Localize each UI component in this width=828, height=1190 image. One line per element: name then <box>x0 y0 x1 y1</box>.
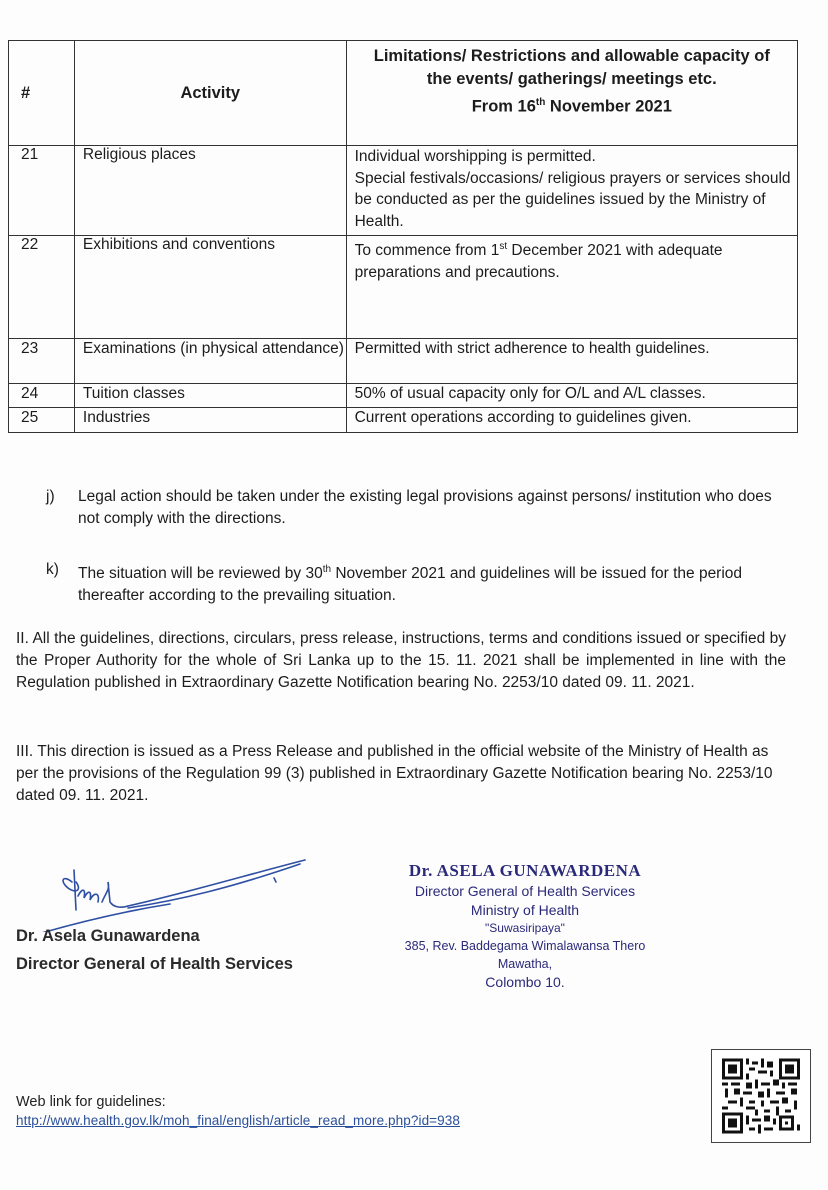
row-activity: Examinations (in physical attendance) <box>74 339 346 384</box>
signature-icon <box>10 852 310 932</box>
row-num: 23 <box>9 339 75 384</box>
row-num: 25 <box>9 408 75 433</box>
row-limitation-pre: To commence from 1 <box>354 242 500 260</box>
row-activity: Exhibitions and conventions <box>74 236 346 339</box>
row-activity: Industries <box>74 408 346 433</box>
table-header-row <box>9 41 798 146</box>
stamp-city: Colombo 10. <box>485 974 565 990</box>
qr-code[interactable] <box>711 1049 811 1143</box>
signatory-name: Dr. Asela Gunawardena <box>16 927 200 945</box>
item-k-text-post: November 2021 and guidelines will be issued for the period thereafter according to the prevailing situation. <box>78 565 743 605</box>
header-date-pre: From 16 <box>471 97 536 116</box>
table-row <box>9 339 798 384</box>
row-limitation-post: December 2021 with adequate preparations and precautions. <box>354 242 723 281</box>
official-stamp <box>380 860 670 992</box>
header-date-sup: th <box>535 97 546 108</box>
activity-restrictions-table <box>8 40 798 433</box>
row-limitation-line1: Individual worshipping is permitted. <box>354 148 596 165</box>
row-activity: Tuition classes <box>74 384 346 408</box>
item-j-text: Legal action should be taken under the existing legal provisions against persons/ institution who does not comply with the directions. <box>78 488 772 527</box>
stamp-name: Dr. ASELA GUNAWARDENA <box>408 861 642 880</box>
row-limitation <box>346 236 797 339</box>
section-III: III. This direction is issued as a Press Release and published in the official website of the Ministry of Health as per the provisions of the Regulation 99 (3) published in Extraordinary Gazette Notification bearing No. 2253/10 dated 09. 11. 2021. <box>16 743 773 804</box>
guidelines-web-link[interactable]: http://www.health.gov.lk/moh_final/english/article_read_more.php?id=938 <box>16 1113 460 1128</box>
row-num: 21 <box>9 146 75 236</box>
qr-code-icon <box>722 1058 800 1134</box>
header-limitations-line2: the events/ gatherings/ meetings etc. <box>426 70 717 88</box>
row-limitation-sup: st <box>499 241 508 252</box>
header-date-post: November 2021 <box>545 97 672 116</box>
signatory-title: Director General of Health Services <box>16 955 293 973</box>
item-k-text <box>78 559 791 607</box>
item-k-label: k) <box>46 561 59 578</box>
stamp-building: "Suwasiripaya" <box>485 921 565 935</box>
signatory-block <box>16 922 293 978</box>
table-row <box>9 146 798 236</box>
item-k-text-pre: The situation will be reviewed by 30 <box>78 565 323 583</box>
web-link-label: Web link for guidelines: <box>16 1094 166 1110</box>
row-limitation: Permitted with strict adherence to health guidelines. <box>346 339 797 384</box>
table-row <box>9 408 798 433</box>
row-num: 24 <box>9 384 75 408</box>
header-limitations-line3 <box>347 91 797 119</box>
section-II: II. All the guidelines, directions, circulars, press release, instructions, terms and conditions issued or specified by the Proper Authority for the whole of Sri Lanka up to the 15. 11. 2021 shall be implemented in line with the Regulation published in Extraordinary Gazette Notification bearing No. 2253/10 dated 09. 11. 2021. <box>16 630 786 691</box>
item-k-text-sup: th <box>322 564 332 575</box>
header-limitations-line1: Limitations/ Restrictions and allowable capacity of <box>373 47 770 65</box>
stamp-title: Director General of Health Services <box>414 883 636 899</box>
row-activity: Religious places <box>74 146 346 236</box>
item-j-label: j) <box>46 488 55 505</box>
header-activity: Activity <box>74 41 346 146</box>
item-j <box>46 486 791 530</box>
table-row <box>9 384 798 408</box>
row-limitation: Current operations according to guidelines given. <box>346 408 797 433</box>
stamp-ministry: Ministry of Health <box>470 902 580 918</box>
stamp-address: 385, Rev. Baddegama Wimalawansa Thero Mawatha, <box>404 939 646 971</box>
row-limitation-line2: Special festivals/occasions/ religious prayers or services should be conducted as per the guidelines issued by the Ministry of Health. <box>354 169 791 230</box>
table-row <box>9 236 798 339</box>
header-num: # <box>9 41 75 146</box>
item-k <box>46 559 791 607</box>
row-num: 22 <box>9 236 75 339</box>
row-limitation: 50% of usual capacity only for O/L and A/L classes. <box>346 384 797 408</box>
row-limitation <box>346 146 797 236</box>
header-limitations <box>346 41 797 146</box>
